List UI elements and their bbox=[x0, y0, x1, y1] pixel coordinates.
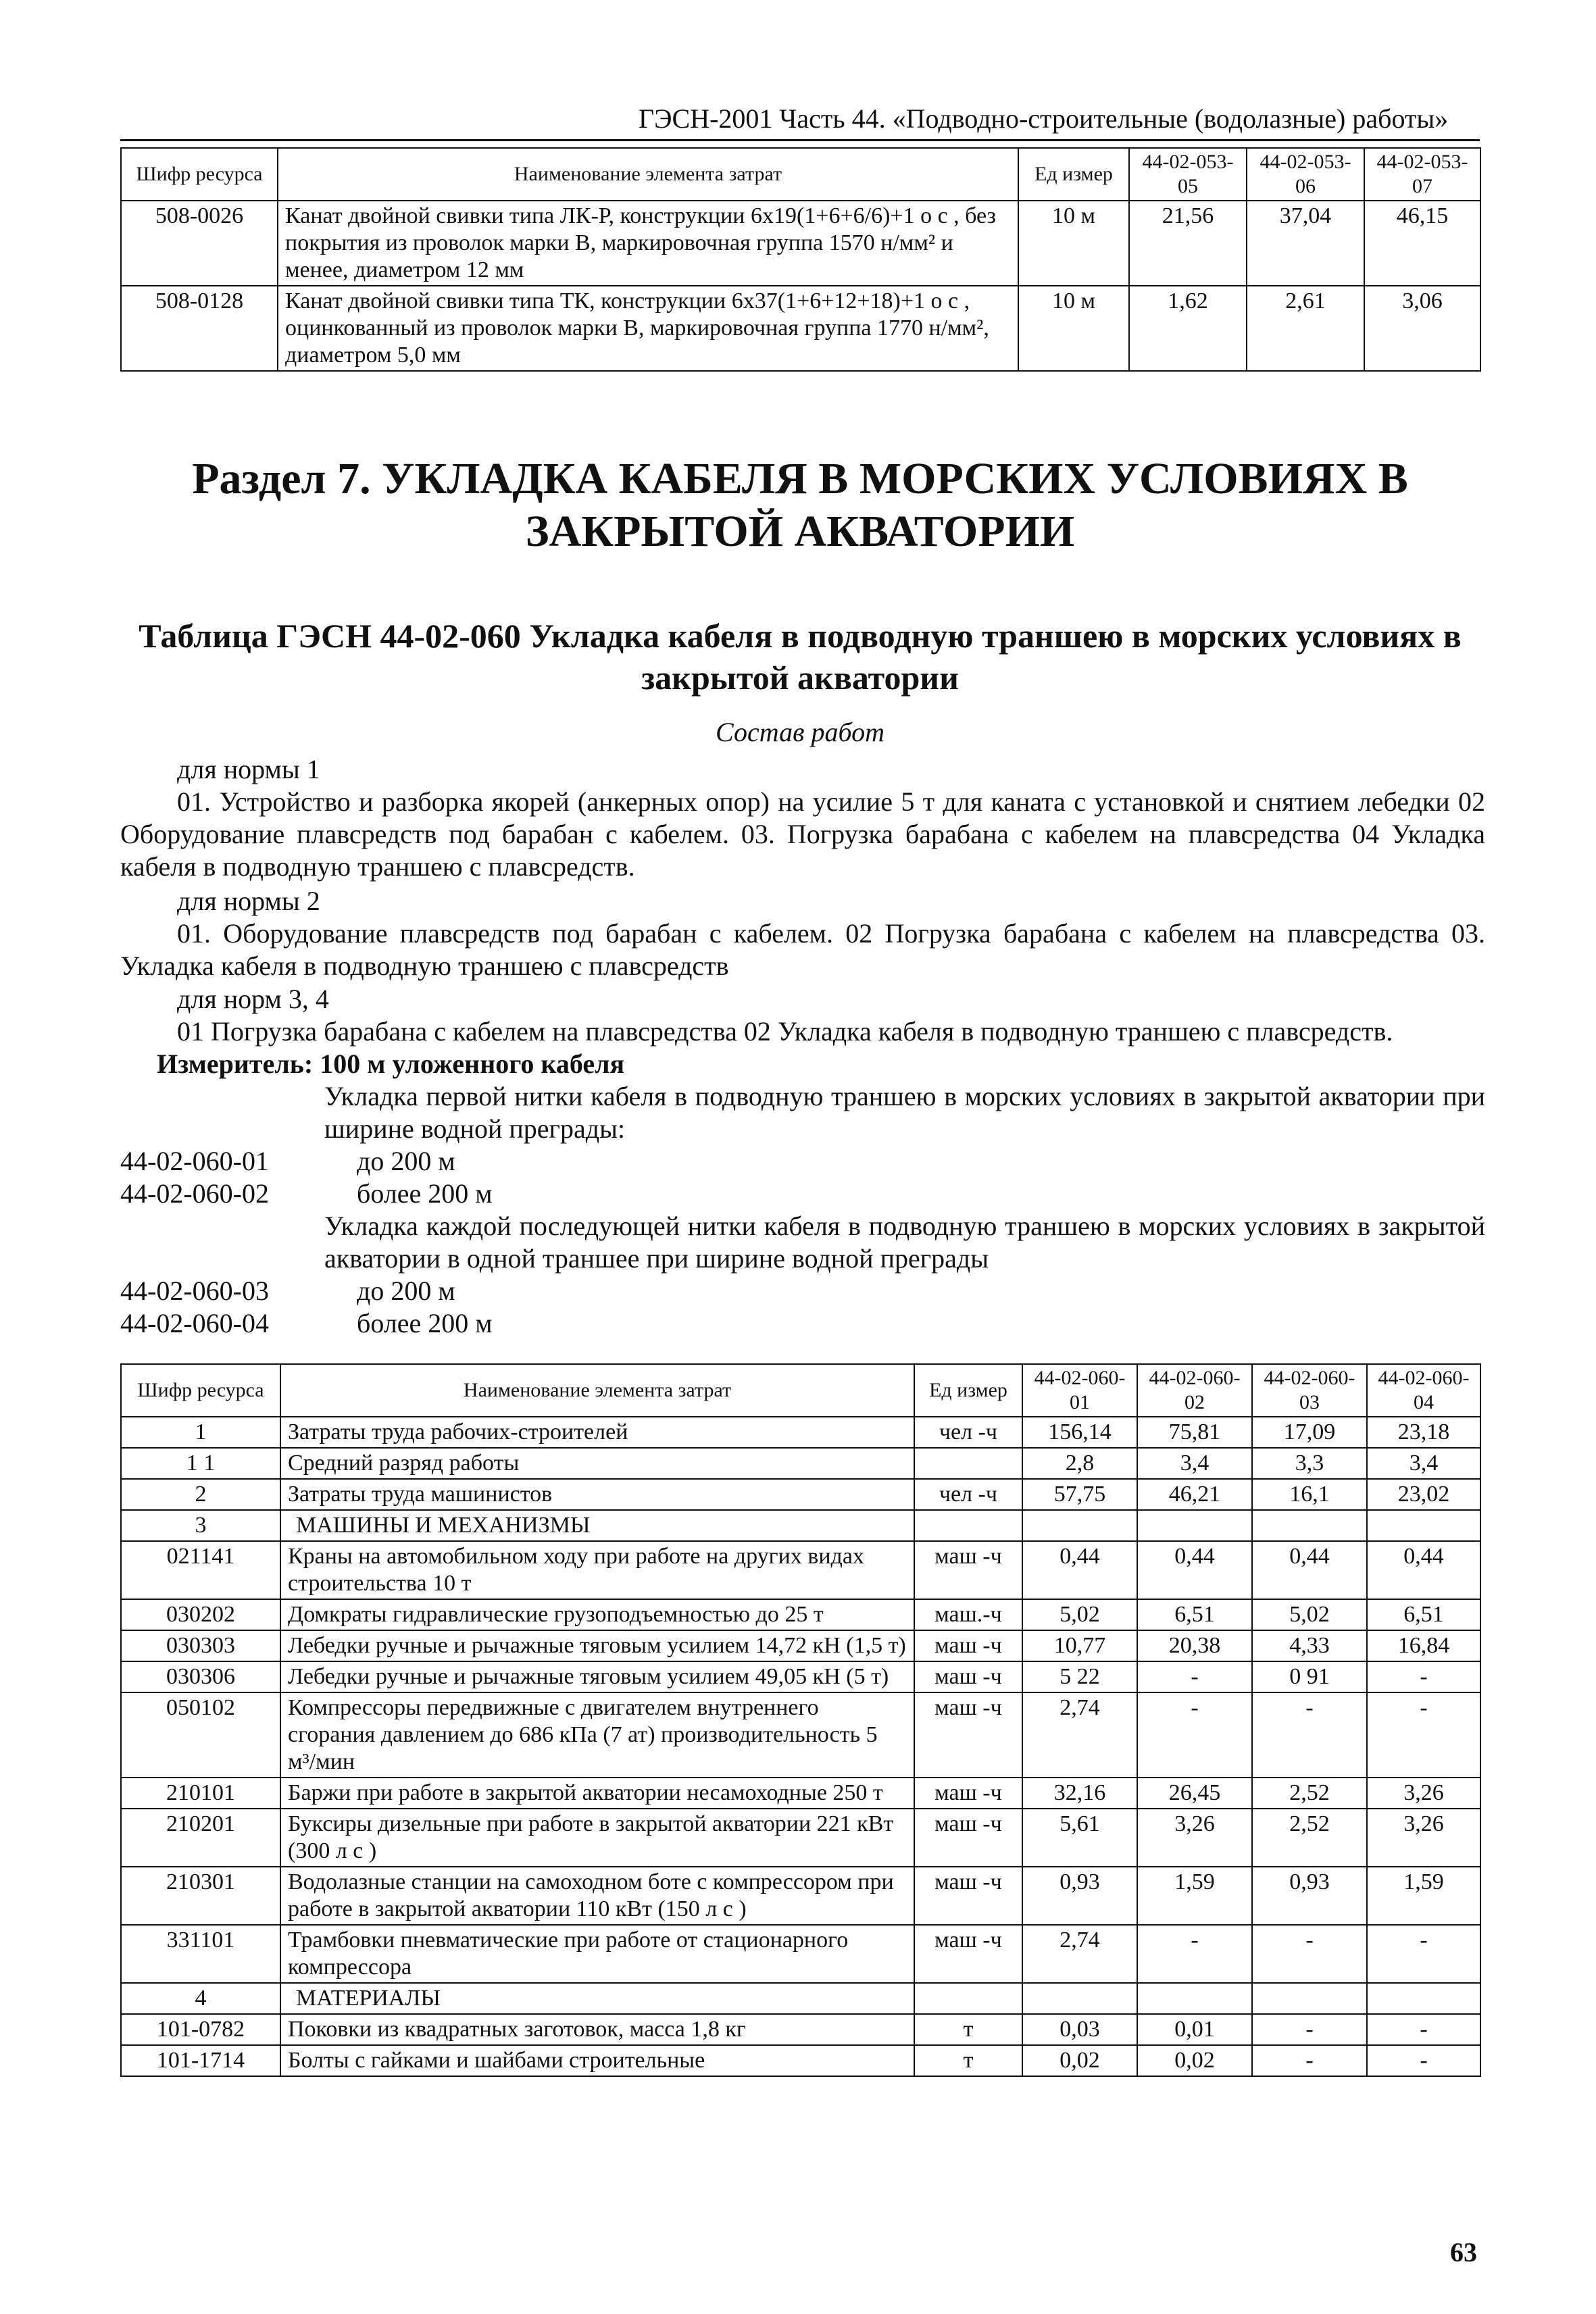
value-cell: 3,4 bbox=[1137, 1448, 1252, 1479]
value-cell bbox=[1252, 1983, 1367, 2014]
resource-code: 030202 bbox=[121, 1599, 280, 1630]
col-header: 44-02-053-07 bbox=[1364, 148, 1480, 201]
value-cell: 1,59 bbox=[1367, 1867, 1480, 1925]
norm1-label: для нормы 1 bbox=[177, 754, 320, 784]
value-cell: 1,59 bbox=[1137, 1867, 1252, 1925]
meter-line bbox=[157, 1048, 624, 1080]
value-cell: 2,74 bbox=[1022, 1925, 1137, 1983]
value-cell: 10,77 bbox=[1022, 1630, 1137, 1661]
resource-code: 3 bbox=[121, 1510, 280, 1541]
col-header: Шифр ресурса bbox=[121, 1364, 280, 1417]
unit-cell: маш -ч bbox=[914, 1778, 1022, 1809]
resource-code: 101-0782 bbox=[121, 2014, 280, 2045]
value-cell: 75,81 bbox=[1137, 1417, 1252, 1448]
page-number: 63 bbox=[1450, 2237, 1477, 2267]
norm-code: 44-02-060-01 bbox=[120, 1146, 269, 1176]
value-cell bbox=[1022, 1510, 1137, 1541]
resource-name: Поковки из квадратных заготовок, масса 1,8 кг bbox=[280, 2014, 914, 2045]
table-header-row bbox=[121, 148, 1480, 201]
table-row bbox=[121, 1867, 1480, 1925]
value-cell: - bbox=[1367, 1925, 1480, 1983]
table-row bbox=[121, 1661, 1480, 1692]
value-cell: 26,45 bbox=[1137, 1778, 1252, 1809]
resource-name: Буксиры дизельные при работе в закрытой акватории 221 кВт (300 л с ) bbox=[280, 1809, 914, 1867]
value-cell: - bbox=[1367, 1692, 1480, 1778]
value-cell: 17,09 bbox=[1252, 1417, 1367, 1448]
unit-cell: чел -ч bbox=[914, 1417, 1022, 1448]
value-cell bbox=[1367, 1510, 1480, 1541]
norm34-label: для норм 3, 4 bbox=[177, 984, 329, 1014]
resource-name: Водолазные станции на самоходном боте с компрессором при работе в закрытой акватории 110 кВт (150 л с ) bbox=[280, 1867, 914, 1925]
col-header: Ед измер bbox=[1018, 148, 1129, 201]
norm-value: до 200 м bbox=[357, 1146, 455, 1176]
table-row bbox=[121, 2045, 1480, 2076]
table-row bbox=[121, 1983, 1480, 2014]
col-header: 44-02-053-06 bbox=[1247, 148, 1364, 201]
unit-cell: маш -ч bbox=[914, 1692, 1022, 1778]
resource-code: 508-0128 bbox=[121, 286, 278, 371]
value-cell: 3,26 bbox=[1137, 1809, 1252, 1867]
resource-code: 101-1714 bbox=[121, 2045, 280, 2076]
norm-code: 44-02-060-02 bbox=[120, 1178, 269, 1209]
resource-name: Баржи при работе в закрытой акватории несамоходные 250 т bbox=[280, 1778, 914, 1809]
value-cell: 2,61 bbox=[1247, 286, 1364, 371]
unit-cell: маш -ч bbox=[914, 1630, 1022, 1661]
resource-code: 050102 bbox=[121, 1692, 280, 1778]
norm1-text: 01. Устройство и разборка якорей (анкерных опор) на усилие 5 т для каната с установкой и снятием лебедки 02 Оборудование плавсредств под барабан с кабелем. 03. Погрузка барабана с кабелем на плавсредства 04 Укладка кабеля в подводную траншею с плавсредств. bbox=[120, 786, 1485, 882]
value-cell: - bbox=[1367, 2045, 1480, 2076]
group1-text: Укладка первой нитки кабеля в подводную траншею в морских условиях в закрытой акватории при ширине водной преграды: bbox=[324, 1081, 1485, 1144]
norm-value: до 200 м bbox=[357, 1276, 455, 1306]
unit-cell: маш -ч bbox=[914, 1541, 1022, 1599]
resource-code: 1 bbox=[121, 1417, 280, 1448]
col-header: Ед измер bbox=[914, 1364, 1022, 1417]
resource-name: Компрессоры передвижные с двигателем внутреннего сгорания давлением до 686 кПа (7 ат) производительность 5 м³/мин bbox=[280, 1692, 914, 1778]
value-cell: 6,51 bbox=[1137, 1599, 1252, 1630]
value-cell: 21,56 bbox=[1129, 201, 1247, 286]
norm2-label: для нормы 2 bbox=[177, 886, 320, 916]
resource-name: Домкраты гидравлические грузоподъемностью до 25 т bbox=[280, 1599, 914, 1630]
resource-name: МАШИНЫ И МЕХАНИЗМЫ bbox=[280, 1510, 914, 1541]
value-cell: - bbox=[1252, 2014, 1367, 2045]
value-cell bbox=[1252, 1510, 1367, 1541]
resource-code: 021141 bbox=[121, 1541, 280, 1599]
value-cell: - bbox=[1137, 1661, 1252, 1692]
value-cell: 3,26 bbox=[1367, 1809, 1480, 1867]
resource-name: МАТЕРИАЛЫ bbox=[280, 1983, 914, 2014]
value-cell: 57,75 bbox=[1022, 1479, 1137, 1510]
table-row bbox=[121, 1541, 1480, 1599]
value-cell: - bbox=[1367, 2014, 1480, 2045]
value-cell: 156,14 bbox=[1022, 1417, 1137, 1448]
unit-cell: маш -ч bbox=[914, 1867, 1022, 1925]
resource-name: Средний разряд работы bbox=[280, 1448, 914, 1479]
value-cell: 23,02 bbox=[1367, 1479, 1480, 1510]
unit-cell: т bbox=[914, 2014, 1022, 2045]
table-row bbox=[121, 1692, 1480, 1778]
value-cell: 2,52 bbox=[1252, 1809, 1367, 1867]
value-cell: - bbox=[1252, 1692, 1367, 1778]
table-row bbox=[121, 1630, 1480, 1661]
resource-name: Затраты труда рабочих-строителей bbox=[280, 1417, 914, 1448]
value-cell: 32,16 bbox=[1022, 1778, 1137, 1809]
resource-code: 210201 bbox=[121, 1809, 280, 1867]
table-row bbox=[121, 1778, 1480, 1809]
value-cell: 20,38 bbox=[1137, 1630, 1252, 1661]
value-cell: - bbox=[1137, 1925, 1252, 1983]
norm-value: более 200 м bbox=[357, 1308, 493, 1338]
resource-code: 331101 bbox=[121, 1925, 280, 1983]
resource-code: 030306 bbox=[121, 1661, 280, 1692]
value-cell: 5,02 bbox=[1252, 1599, 1367, 1630]
norm-code: 44-02-060-03 bbox=[120, 1276, 269, 1306]
value-cell: - bbox=[1367, 1661, 1480, 1692]
value-cell: 2,74 bbox=[1022, 1692, 1137, 1778]
value-cell: 0,93 bbox=[1022, 1867, 1137, 1925]
value-cell: 2,8 bbox=[1022, 1448, 1137, 1479]
value-cell: 0,01 bbox=[1137, 2014, 1252, 2045]
resource-code: 2 bbox=[121, 1479, 280, 1510]
value-cell: 0,44 bbox=[1252, 1541, 1367, 1599]
norm2-text: 01. Оборудование плавсредств под барабан с кабелем. 02 Погрузка барабана с кабелем на плавсредства 03. Укладка кабеля в подводную траншею с плавсредств bbox=[120, 918, 1485, 981]
resource-code: 030303 bbox=[121, 1630, 280, 1661]
group2-text: Укладка каждой последующей нитки кабеля в подводную траншею в морских условиях в закрытой акватории в одной траншее при ширине водной преграды bbox=[324, 1211, 1485, 1274]
value-cell: 5 22 bbox=[1022, 1661, 1137, 1692]
table-header-row bbox=[121, 1364, 1480, 1417]
value-cell: 1,62 bbox=[1129, 286, 1247, 371]
col-header: Шифр ресурса bbox=[121, 148, 278, 201]
unit-cell: маш -ч bbox=[914, 1661, 1022, 1692]
value-cell: 0,93 bbox=[1252, 1867, 1367, 1925]
table-row bbox=[121, 1510, 1480, 1541]
norm34-text: 01 Погрузка барабана с кабелем на плавсредства 02 Укладка кабеля в подводную траншею с плавсредств. bbox=[177, 1016, 1393, 1047]
header-rule bbox=[120, 139, 1480, 141]
resource-code: 210301 bbox=[121, 1867, 280, 1925]
value-cell: 0 91 bbox=[1252, 1661, 1367, 1692]
value-cell: 23,18 bbox=[1367, 1417, 1480, 1448]
value-cell: 46,15 bbox=[1364, 201, 1480, 286]
col-header: Наименование элемента затрат bbox=[278, 148, 1018, 201]
value-cell: - bbox=[1137, 1692, 1252, 1778]
value-cell: 3,4 bbox=[1367, 1448, 1480, 1479]
resource-name: Затраты труда машинистов bbox=[280, 1479, 914, 1510]
value-cell: 46,21 bbox=[1137, 1479, 1252, 1510]
resource-name: Болты с гайками и шайбами строительные bbox=[280, 2045, 914, 2076]
resource-code: 508-0026 bbox=[121, 201, 278, 286]
unit-cell: 10 м bbox=[1018, 286, 1129, 371]
norm-value: более 200 м bbox=[357, 1178, 493, 1209]
col-header: 44-02-060-02 bbox=[1137, 1364, 1252, 1417]
resource-name: Трамбовки пневматические при работе от стационарного компрессора bbox=[280, 1925, 914, 1983]
value-cell: 3,3 bbox=[1252, 1448, 1367, 1479]
resource-code: 4 bbox=[121, 1983, 280, 2014]
resource-name: Краны на автомобильном ходу при работе на других видах строительства 10 т bbox=[280, 1541, 914, 1599]
value-cell bbox=[1022, 1983, 1137, 2014]
unit-cell bbox=[914, 1983, 1022, 2014]
composition-label: Состав работ bbox=[716, 717, 884, 747]
unit-cell: 10 м bbox=[1018, 201, 1129, 286]
value-cell: 3,26 bbox=[1367, 1778, 1480, 1809]
value-cell: 37,04 bbox=[1247, 201, 1364, 286]
resource-name: Канат двойной свивки типа ТК, конструкции 6х37(1+6+12+18)+1 о с , оцинкованный из проволок марки В, маркировочная группа 1770 н/мм², диаметром 5,0 мм bbox=[278, 286, 1018, 371]
table-title: Таблица ГЭСН 44-02-060 Укладка кабеля в подводную траншею в морских условиях в закрытой акватории bbox=[139, 617, 1462, 697]
meter-value: 100 м уложенного кабеля bbox=[320, 1049, 625, 1079]
unit-cell: маш -ч bbox=[914, 1925, 1022, 1983]
unit-cell bbox=[914, 1448, 1022, 1479]
table-row bbox=[121, 1417, 1480, 1448]
unit-cell: чел -ч bbox=[914, 1479, 1022, 1510]
table-row bbox=[121, 286, 1480, 371]
value-cell: 16,1 bbox=[1252, 1479, 1367, 1510]
value-cell: - bbox=[1252, 2045, 1367, 2076]
resource-name: Лебедки ручные и рычажные тяговым усилием 49,05 кН (5 т) bbox=[280, 1661, 914, 1692]
value-cell: 2,52 bbox=[1252, 1778, 1367, 1809]
resource-code: 210101 bbox=[121, 1778, 280, 1809]
value-cell: 5,61 bbox=[1022, 1809, 1137, 1867]
value-cell bbox=[1137, 1510, 1252, 1541]
value-cell: 0,44 bbox=[1137, 1541, 1252, 1599]
unit-cell bbox=[914, 1510, 1022, 1541]
col-header: 44-02-060-01 bbox=[1022, 1364, 1137, 1417]
col-header: 44-02-060-04 bbox=[1367, 1364, 1480, 1417]
unit-cell: маш.-ч bbox=[914, 1599, 1022, 1630]
resource-name: Канат двойной свивки типа ЛК-Р, конструкции 6х19(1+6+6/6)+1 о с , без покрытия из проволок марки В, маркировочная группа 1570 н/мм² и менее, диаметром 12 мм bbox=[278, 201, 1018, 286]
main-resource-table bbox=[120, 1363, 1481, 2077]
table-row bbox=[121, 201, 1480, 286]
value-cell: 4,33 bbox=[1252, 1630, 1367, 1661]
value-cell: 0,02 bbox=[1137, 2045, 1252, 2076]
norm-code: 44-02-060-04 bbox=[120, 1308, 269, 1338]
running-header: ГЭСН-2001 Часть 44. «Подводно-строительные (водолазные) работы» bbox=[639, 103, 1449, 134]
unit-cell: т bbox=[914, 2045, 1022, 2076]
meter-label: Измеритель: bbox=[157, 1049, 314, 1079]
value-cell: 0,02 bbox=[1022, 2045, 1137, 2076]
unit-cell: маш -ч bbox=[914, 1809, 1022, 1867]
value-cell: 0,03 bbox=[1022, 2014, 1137, 2045]
col-header: 44-02-060-03 bbox=[1252, 1364, 1367, 1417]
value-cell: 16,84 bbox=[1367, 1630, 1480, 1661]
value-cell: 5,02 bbox=[1022, 1599, 1137, 1630]
resource-code: 1 1 bbox=[121, 1448, 280, 1479]
col-header: 44-02-053-05 bbox=[1129, 148, 1247, 201]
table-row bbox=[121, 2014, 1480, 2045]
value-cell bbox=[1137, 1983, 1252, 2014]
top-resource-table bbox=[120, 147, 1481, 372]
table-row bbox=[121, 1448, 1480, 1479]
value-cell: - bbox=[1252, 1925, 1367, 1983]
col-header: Наименование элемента затрат bbox=[280, 1364, 914, 1417]
value-cell bbox=[1367, 1983, 1480, 2014]
resource-name: Лебедки ручные и рычажные тяговым усилием 14,72 кН (1,5 т) bbox=[280, 1630, 914, 1661]
value-cell: 0,44 bbox=[1367, 1541, 1480, 1599]
section-title: Раздел 7. УКЛАДКА КАБЕЛЯ В МОРСКИХ УСЛОВИЯХ В ЗАКРЫТОЙ АКВАТОРИИ bbox=[192, 454, 1408, 556]
value-cell: 0,44 bbox=[1022, 1541, 1137, 1599]
table-row bbox=[121, 1809, 1480, 1867]
table-row bbox=[121, 1925, 1480, 1983]
value-cell: 6,51 bbox=[1367, 1599, 1480, 1630]
table-row bbox=[121, 1479, 1480, 1510]
value-cell: 3,06 bbox=[1364, 286, 1480, 371]
table-row bbox=[121, 1599, 1480, 1630]
